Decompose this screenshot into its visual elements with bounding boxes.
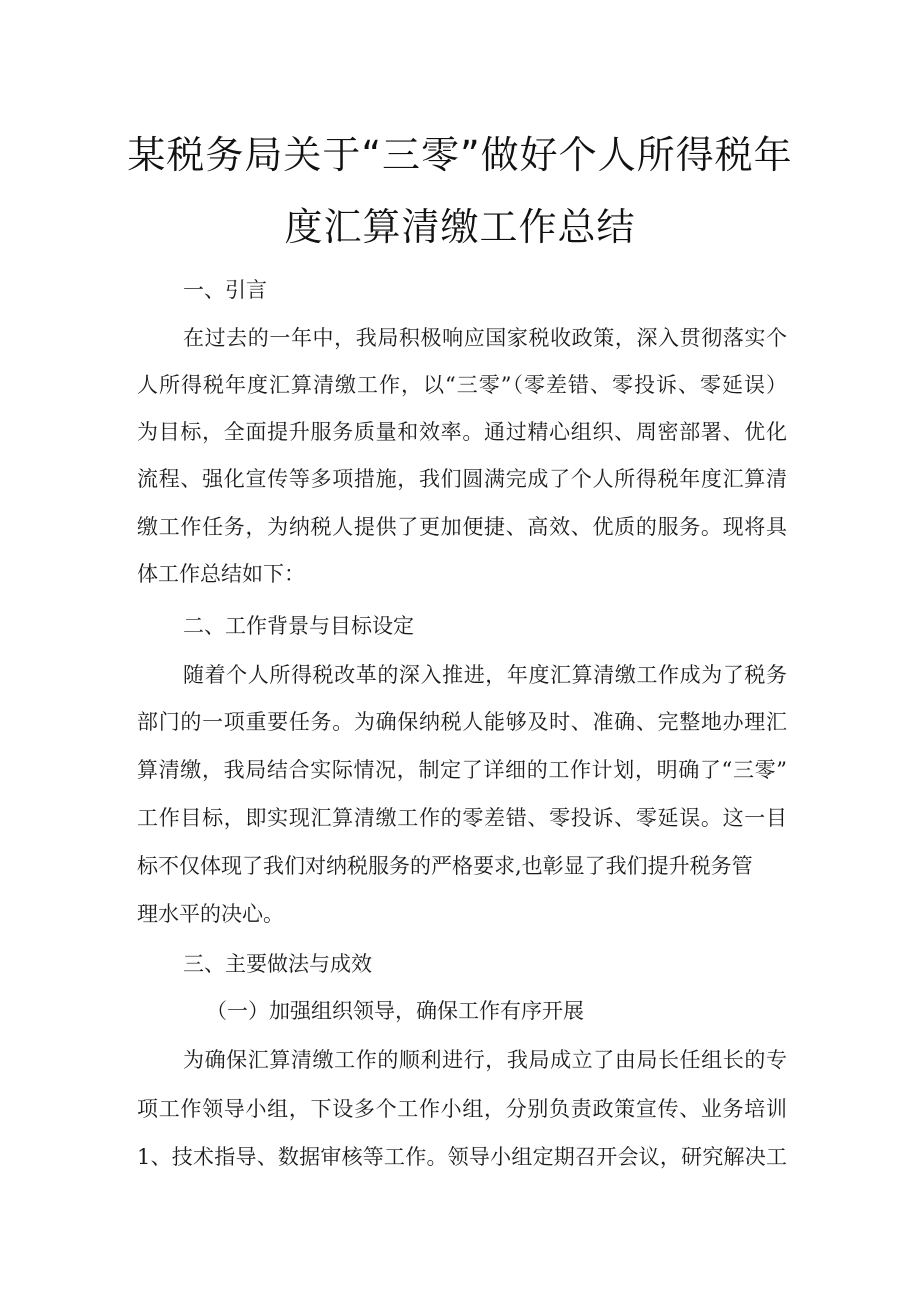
paragraph-line: 在过去的一年中，我局积极响应国家税收政策，深入贯彻落实个	[183, 326, 787, 350]
document-title-line-2: 度汇算清缴工作总结	[284, 205, 636, 249]
paragraph-line: 为目标，全面提升服务质量和效率。通过精心组织、周密部署、优化	[137, 420, 787, 444]
paragraph-line: 随着个人所得税改革的深入推进，年度汇算清缴工作成为了税务	[183, 663, 787, 687]
paragraph-line: 缴工作任务，为纳税人提供了更加便捷、高效、优质的服务。现将具	[137, 515, 787, 539]
paragraph-line: 流程、强化宣传等多项措施，我们圆满完成了个人所得税年度汇算清	[137, 467, 787, 491]
paragraph-line: 1、技术指导、数据审核等工作。领导小组定期召开会议，研究解决工	[137, 1145, 787, 1169]
paragraph-line: 标不仅体现了我们对纳税服务的严格要求,也彰显了我们提升税务管	[137, 854, 753, 878]
paragraph-line: 算清缴，我局结合实际情况，制定了详细的工作计划，明确了“三零”	[137, 758, 787, 782]
paragraph-line: 体工作总结如下：	[137, 562, 305, 586]
paragraph-line: 部门的一项重要任务。为确保纳税人能够及时、准确、完整地办理汇	[137, 710, 787, 734]
paragraph-line: 理水平的决心。	[137, 902, 284, 926]
section-heading-background: 二、工作背景与目标设定	[183, 614, 414, 638]
paragraph-line: 工作目标，即实现汇算清缴工作的零差错、零投诉、零延误。这一目	[137, 806, 787, 830]
paragraph-line: 项工作领导小组，下设多个工作小组，分别负责政策宣传、业务培训	[137, 1097, 787, 1121]
section-heading-practices: 三、主要做法与成效	[183, 952, 372, 976]
subsection-heading: （一）加强组织领导，确保工作有序开展	[206, 999, 584, 1023]
paragraph-line: 为确保汇算清缴工作的顺利进行，我局成立了由局长任组长的专	[183, 1048, 787, 1072]
section-heading-introduction: 一、引言	[183, 278, 267, 302]
document-title-line-1: 某税务局关于“三零”做好个人所得税年	[127, 133, 793, 177]
paragraph-line: 人所得税年度汇算清缴工作，以“三零”（零差错、零投诉、零延误）	[137, 373, 787, 397]
